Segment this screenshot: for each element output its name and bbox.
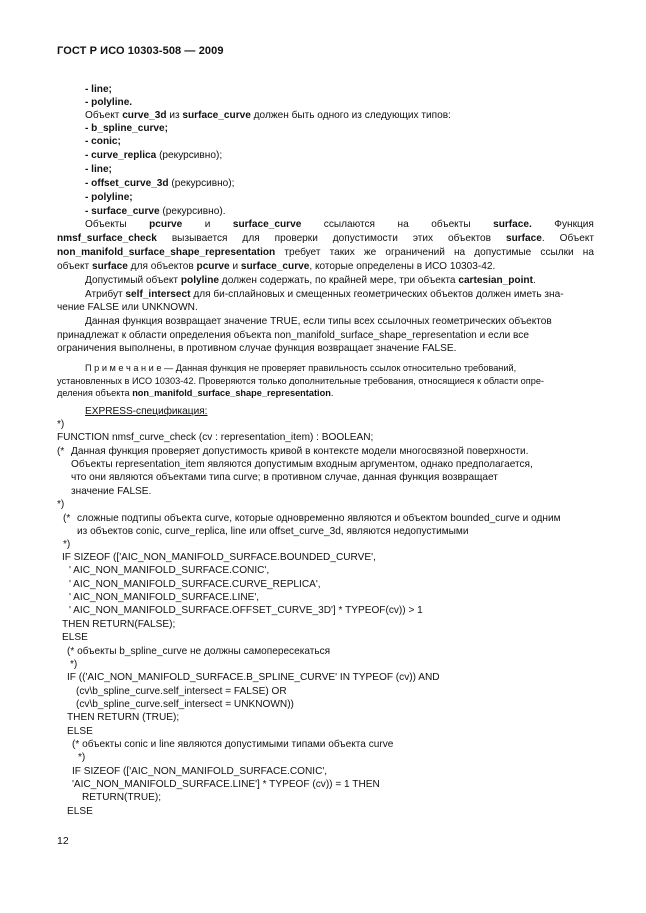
code-line: (* (63, 513, 71, 524)
code-line: *) (57, 419, 65, 430)
code-line: *) (63, 539, 71, 550)
paragraph-line: Данная функция возвращает значение TRUE, если типы всех ссылочных геометрических объектов (85, 316, 552, 327)
note-line: деления объекта non_manifold_surface_shape_representation. (57, 388, 334, 398)
code-line: *) (57, 499, 65, 510)
list-item: - offset_curve_3d (рекурсивно); (85, 178, 235, 189)
code-line: IF SIZEOF (['AIC_NON_MANIFOLD_SURFACE.BOUNDED_CURVE', (62, 552, 376, 563)
paragraph-line: ограничения выполнены, в противном случае функция возвращает значение FALSE. (57, 343, 457, 354)
list-item: - b_spline_curve; (85, 123, 169, 134)
code-line: (cv\b_spline_curve.self_intersect = FALSE) OR (76, 686, 287, 697)
code-line: ' AIC_NON_MANIFOLD_SURFACE.CURVE_REPLICA', (69, 579, 321, 590)
code-line: IF (('AIC_NON_MANIFOLD_SURFACE.B_SPLINE_CURVE' IN TYPEOF (cv)) AND (67, 672, 440, 683)
code-line: *) (70, 659, 78, 670)
code-line: ' AIC_NON_MANIFOLD_SURFACE.CONIC', (69, 565, 270, 576)
list-item: - polyline; (85, 192, 133, 203)
paragraph-line: Атрибут self_intersect для би-сплайновых и смещенных геометрических объектов должен иметь зна- (85, 289, 564, 300)
paragraph-line: чение FALSE или UNKNOWN. (57, 302, 198, 313)
code-line: значение FALSE. (71, 486, 152, 497)
code-line: ELSE (67, 806, 93, 817)
code-line: Данная функция проверяет допустимость кривой в контексте модели многосвязной поверхности. (71, 446, 529, 457)
code-line: ELSE (67, 726, 93, 737)
paragraph-line: Допустимый объект polyline должен содержать, по крайней мере, три объекта cartesian_point. (85, 275, 536, 286)
note-line: П р и м е ч а н и е — Данная функция не проверяет правильность ссылок относительно требований, (85, 363, 517, 373)
paragraph-line: nmsf_surface_check вызывается для проверки допустимости этих объектов surface. Объект (57, 233, 594, 244)
list-item: - line; (85, 84, 112, 95)
page-number: 12 (57, 835, 69, 847)
code-line: THEN RETURN(FALSE); (62, 619, 176, 630)
code-line: RETURN(TRUE); (82, 792, 162, 803)
code-line: сложные подтипы объекта curve, которые одновременно являются и объектом bounded_curve и одним (77, 513, 561, 524)
paragraph-line: принадлежат к области определения объекта non_manifold_surface_shape_representation и если все (57, 330, 529, 341)
list-item: - conic; (85, 136, 121, 147)
code-line: 'AIC_NON_MANIFOLD_SURFACE.LINE'] * TYPEOF (cv)) = 1 THEN (72, 779, 380, 790)
page-header: ГОСТ Р ИСО 10303-508 — 2009 (57, 45, 224, 57)
code-line: IF SIZEOF (['AIC_NON_MANIFOLD_SURFACE.CONIC', (72, 766, 328, 777)
paragraph-line: объект surface для объектов pcurve и surface_curve, которые определены в ИСО 10303-42. (57, 261, 496, 272)
note-line: установленных в ИСО 10303-42. Проверяются только дополнительные требования, относящиеся к области опре- (57, 376, 544, 386)
curve3d-sentence: Объект curve_3d из surface_curve должен быть одного из следующих типов: (85, 110, 451, 121)
code-line: (cv\b_spline_curve.self_intersect = UNKNOWN)) (76, 699, 294, 710)
paragraph-line: non_manifold_surface_shape_representation требует таких же ограничений на допустимые ссылки на (57, 247, 594, 258)
code-line: ' AIC_NON_MANIFOLD_SURFACE.LINE', (69, 592, 260, 603)
code-line: FUNCTION nmsf_curve_check (cv : representation_item) : BOOLEAN; (57, 432, 374, 443)
code-line: (* объекты b_spline_curve не должны самопересекаться (67, 646, 331, 657)
list-item: - polyline. (85, 97, 133, 108)
express-label: EXPRESS-спецификация: (85, 406, 208, 417)
code-line: Объекты representation_item являются допустимым входным аргументом, однако предполагается, (71, 459, 533, 470)
list-item: - line; (85, 164, 112, 175)
code-line: ' AIC_NON_MANIFOLD_SURFACE.OFFSET_CURVE_3D'] * TYPEOF(cv)) > 1 (69, 605, 423, 616)
code-line: что они являются объектами типа curve; в противном случае, данная функция возвращает (71, 472, 498, 483)
list-item: - curve_replica (рекурсивно); (85, 150, 223, 161)
code-line: *) (78, 752, 86, 763)
code-line: ELSE (62, 632, 88, 643)
code-line: (* (57, 446, 68, 457)
list-item: - surface_curve (рекурсивно). (85, 206, 226, 217)
paragraph-line: Объекты pcurve и surface_curve ссылаются на объекты surface. Функция (85, 219, 594, 230)
code-line: из объектов conic, curve_replica, line или offset_curve_3d, являются недопустимыми (77, 526, 469, 537)
code-line: THEN RETURN (TRUE); (67, 712, 180, 723)
code-line: (* объекты conic и line являются допустимыми типами объекта curve (72, 739, 394, 750)
